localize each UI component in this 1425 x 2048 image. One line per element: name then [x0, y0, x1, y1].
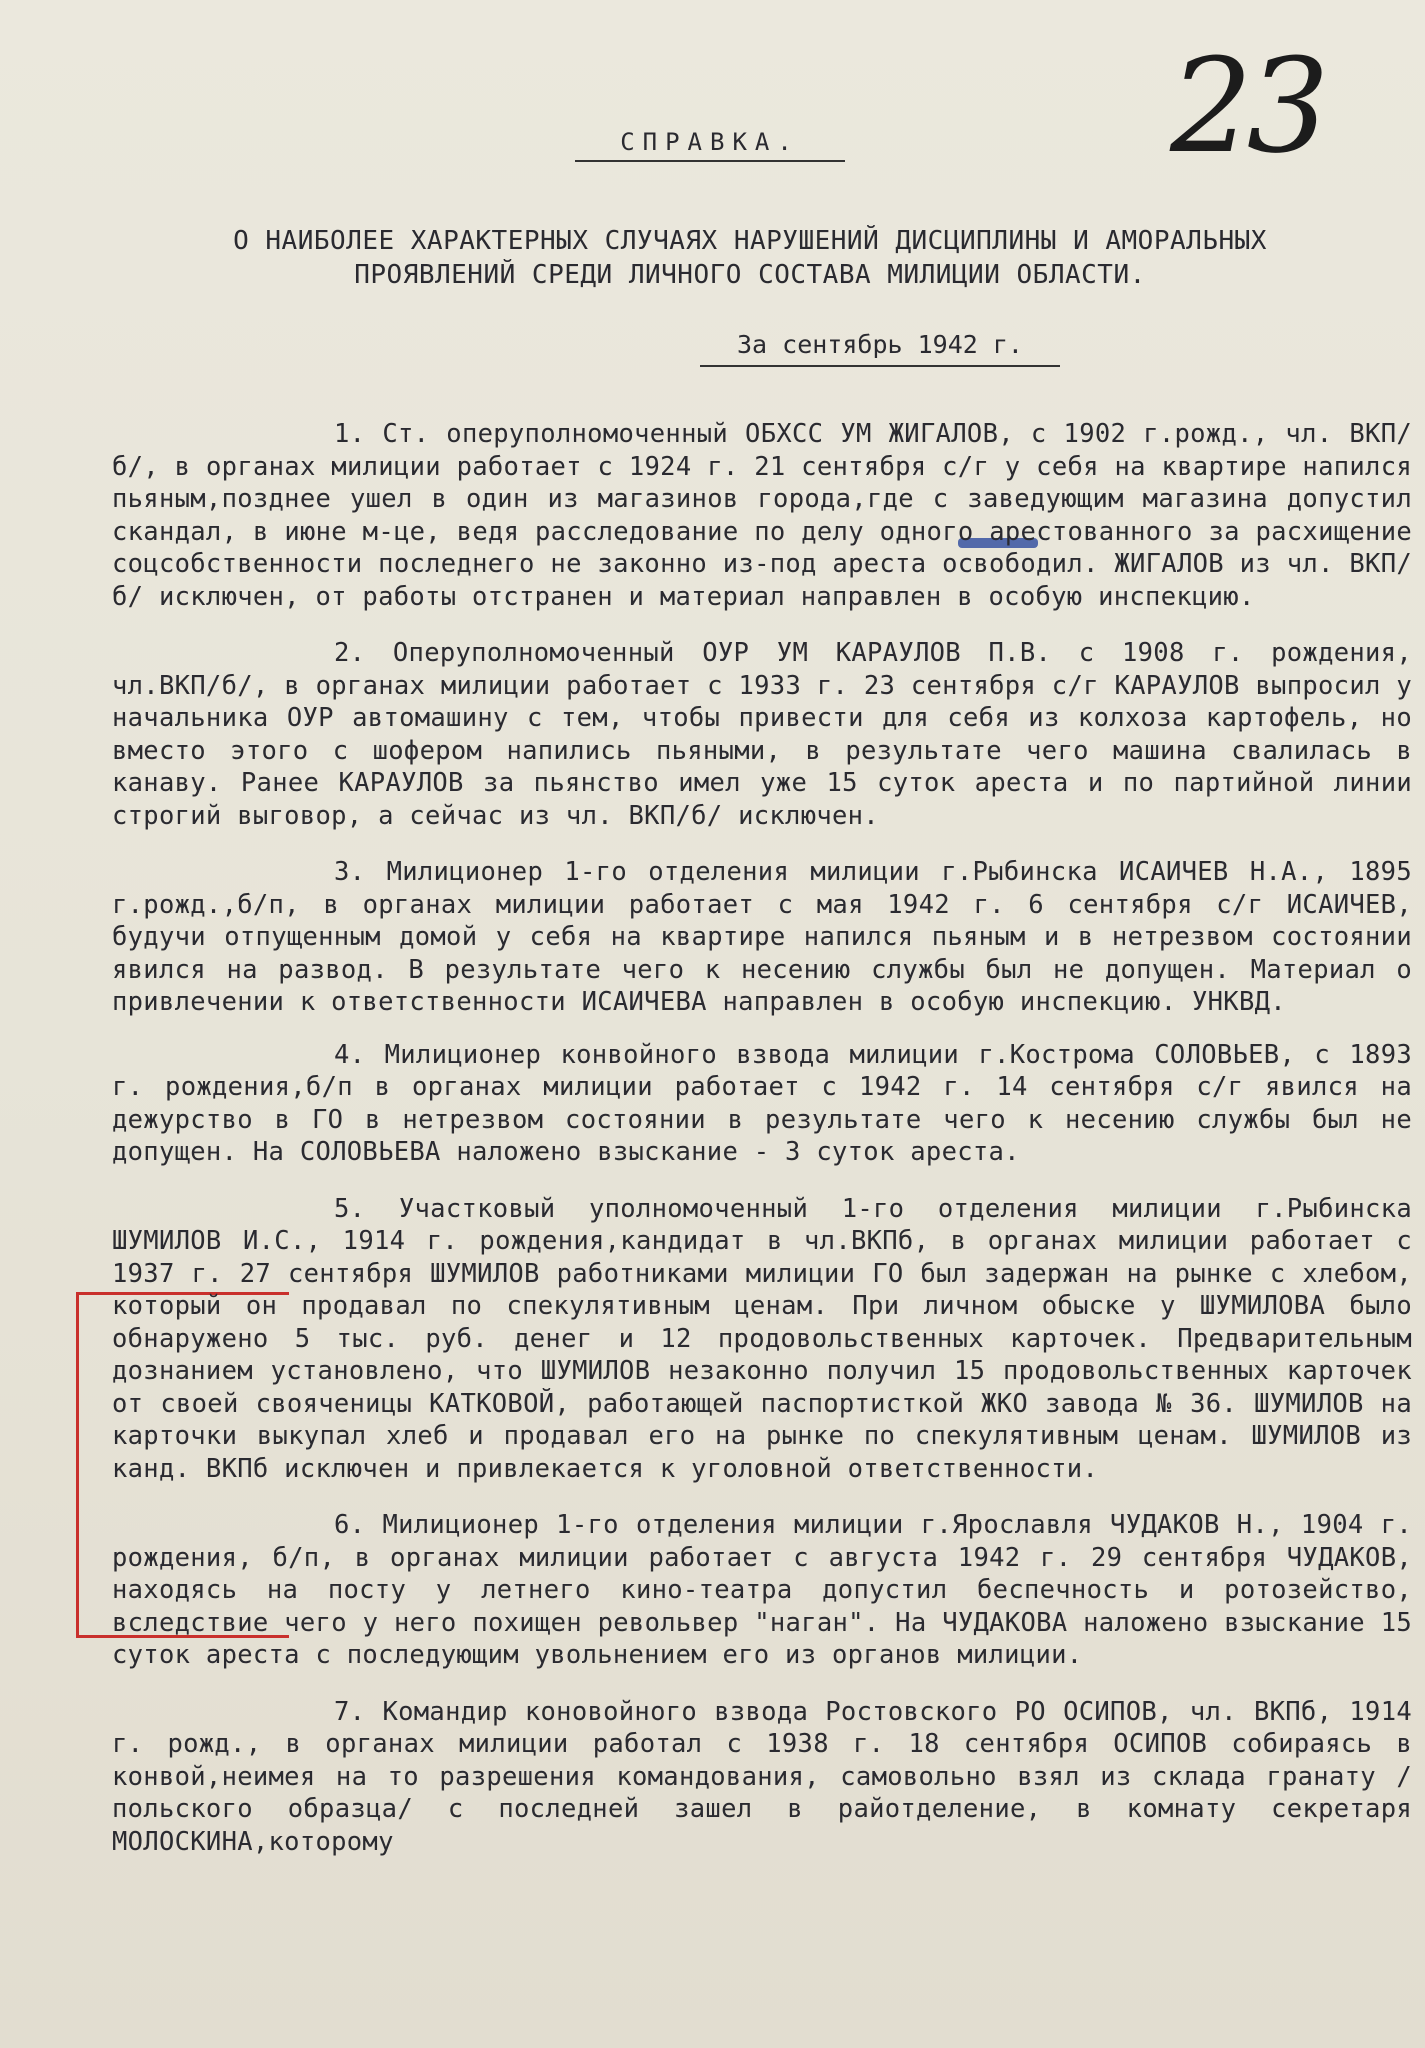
document-date: За сентябрь 1942 г. [700, 330, 1060, 367]
entry-item: 4. Милиционер конвойного взвода милиции г.Кострома СОЛОВЬЕВ, с 1893 г. рождения,б/п в органах милиции работает с 1942 г. 14 сентября с/г явился на дежурство в ГО в нетрезвом состоянии в результате чего к несению службы был не допущен. На СОЛОВЬЕВА наложено взыскание - 3 суток ареста. [112, 1039, 1412, 1167]
document-heading: СПРАВКА. [575, 128, 845, 162]
entries-list [112, 418, 1412, 1882]
entry-item: 3. Милиционер 1-го отделения милиции г.Рыбинска ИСАИЧЕВ Н.А., 1895 г.рожд.,б/п, в органах милиции работает с мая 1942 г. 6 сентября с/г ИСАИЧЕВ, будучи отпущенным домой у себя на квартире напился пьяным и в нетрезвом состоянии явился на развод. В результате чего к несению службы был не допущен. Материал о привлечении к ответственности ИСАИЧЕВА направлен в особую инспекцию. УНКВД. [112, 857, 1412, 1017]
entry-item: 2. Оперуполномоченный ОУР УМ КАРАУЛОВ П.В. с 1908 г. рождения, чл.ВКП/б/, в органах милиции работает с 1933 г. 23 сентября с/г КАРАУЛОВ выпросил у начальника ОУР автомашину с тем, чтобы привести для себя из колхоза картофель, но вместо этого с шофером напились пьяными, в результате чего машина свалилась в канаву. Ранее КАРАУЛОВ за пьянство имел уже 15 суток ареста и по партийной линии строгий выговор, а сейчас из чл. ВКП/б/ исключен. [112, 638, 1412, 831]
entry-item: 6. Милиционер 1-го отделения милиции г.Ярославля ЧУДАКОВ Н., 1904 г. рождения, б/п, в органах милиции работает с августа 1942 г. 29 сентября ЧУДАКОВ, находясь на посту у летнего кино-театра допустил беспечность и ротозейство, вследствие чего у него похищен револьвер "наган". На ЧУДАКОВА наложено взыскание 15 суток ареста с последующим увольнением его из органов милиции. [112, 1510, 1412, 1670]
entry-item: 5. Участковый уполномоченный 1-го отделения милиции г.Рыбинска ШУМИЛОВ И.С., 1914 г. рождения,кандидат в чл.ВКПб, в органах милиции работает с 1937 г. 27 сентября ШУМИЛОВ работниками милиции ГО был задержан на рынке с хлебом, который он продавал по спекулятивным ценам. При личном обыске у ШУМИЛОВА было обнаружено 5 тыс. руб. денег и 12 продовольственных карточек. Предварительным дознанием установлено, что ШУМИЛОВ незаконно получил 15 продовольственных карточек от своей свояченицы КАТКОВОЙ, работающей паспортисткой ЖКО завода № 36. ШУМИЛОВ на карточки выкупал хлеб и продавал его на рынке по спекулятивным ценам. ШУМИЛОВ из канд. ВКПб исключен и привлекается к уголовной ответственности. [112, 1193, 1412, 1484]
document-subject: О НАИБОЛЕЕ ХАРАКТЕРНЫХ СЛУЧАЯХ НАРУШЕНИЙ ДИСЦИПЛИНЫ И АМОРАЛЬНЫХ ПРОЯВЛЕНИЙ СРЕДИ ЛИЧНОГО СОСТАВА МИЛИЦИИ ОБЛАСТИ. [233, 226, 1267, 290]
handwritten-page-number: 23 [1170, 30, 1324, 182]
entry-item: 7. Командир коновойного взвода Ростовского РО ОСИПОВ, чл. ВКПб, 1914 г. рожд., в органах милиции работал с 1938 г. 18 сентября ОСИПОВ собираясь в конвой,неимея на то разрешения командования, самовольно взял из склада гранату /польского образца/ с последней зашел в райотделение, в комнату секретаря МОЛОСКИНА,которому [112, 1696, 1412, 1857]
entry-item: 1. Ст. оперуполномоченный ОБХСС УМ ЖИГАЛОВ, с 1902 г.рожд., чл. ВКП/б/, в органах милиции работает с 1924 г. 21 сентября с/г у себя на квартире напился пьяным,позднее ушел в один из магазинов города,где с заведующим магазина допустил скандал, в июне м-це, ведя расследование по делу одного арестованного за расхищение соцсобственности последнего не законно из-под ареста освободил. ЖИГАЛОВ из чл. ВКП/б/ исключен, от работы отстранен и материал направлен в особую инспекцию. [112, 419, 1412, 612]
